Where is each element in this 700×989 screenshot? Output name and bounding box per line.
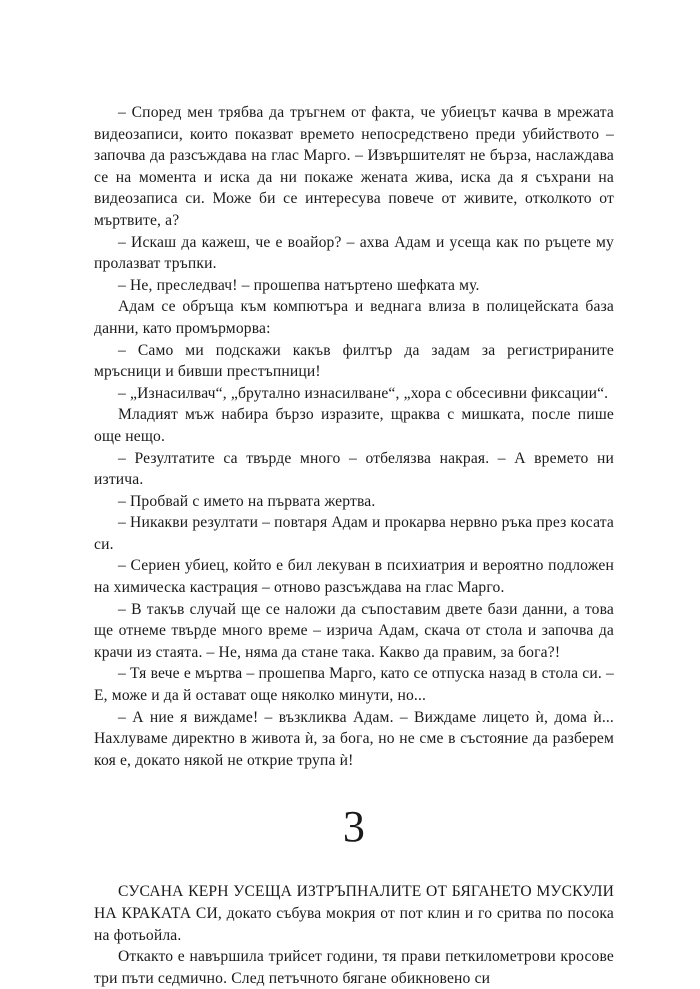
paragraph: – Никакви резултати – повтаря Адам и прокарва нервно ръка през косата си. bbox=[94, 514, 614, 553]
paragraph: – Резултатите са твърде много – отбелязва накрая. – А времето ни изтича. bbox=[94, 449, 614, 489]
chapter-number: 3 bbox=[342, 802, 366, 852]
paragraph: – В такъв случай ще се наложи да съпоставим двете бази данни, а това ще отнеме твърде много време – изрича Адам, скача от стола и започва да крачи из стаята. – Не, няма да стане така. Какво да правим, за бога?! bbox=[94, 600, 614, 661]
paragraph: Адам се обръща към компютъра и веднага влиза в полицейската база данни, като промърморва: bbox=[94, 298, 614, 337]
paragraph: – Според мен трябва да тръгнем от факта, че убиецът качва в мрежата видеозаписи, които показват времето непосредствено преди убийството – започва да разсъждава на глас Марго. – Извършителят не бърза, наслаждава се на момента и иска да ни покаже жената жива, иска да я съхрани на видеозаписа си. Може би се интересува повече от живите, отколкото от мъртвите, а? bbox=[94, 104, 614, 229]
page-text bbox=[94, 102, 614, 989]
paragraph: – Тя вече е мъртва – прошепва Марго, като се отпуска назад в стола си. – Е, може и да й остават още няколко минути, но... bbox=[94, 665, 614, 705]
paragraph: СУСАНА КЕРН УСЕЩА ИЗТРЪПНАЛИТЕ ОТ БЯГАНЕТО МУСКУЛИ НА КРАКАТА СИ, докато събува мокрия от пот клин и го сритва по посока на фотьойла. bbox=[94, 883, 614, 944]
paragraph: – Сериен убиец, който е бил лекуван в психиатрия и вероятно подложен на химическа кастрация – отново разсъждава на глас Марго. bbox=[94, 557, 614, 597]
paragraph: Откакто е навършила трийсет години, тя прави петкилометрови кросове три пъти седмично. След петъчното бягане обикновено си bbox=[94, 948, 614, 987]
paragraph: – А ние я виждаме! – възкликва Адам. – Виждаме лицето ѝ, дома ѝ... Нахлуваме директно в живота ѝ, за бога, но не сме в състояние да разберем коя е, докато някой не открие трупа ѝ! bbox=[94, 708, 614, 769]
paragraph: – Не, преследвач! – прошепва натъртено шефката му. bbox=[118, 276, 480, 294]
paragraph: – Пробвай с името на първата жертва. bbox=[118, 492, 376, 510]
paragraph: – „Изнасилвач“, „брутално изнасилване“, „хора с обсесивни фиксации“. bbox=[118, 384, 609, 402]
paragraph: – Искаш да кажеш, че е воайор? – ахва Адам и усеща как по ръцете му пролазват тръпки. bbox=[94, 233, 614, 273]
paragraph: Младият мъж набира бързо изразите, щраква с мишката, после пише още нещо. bbox=[94, 406, 614, 445]
paragraph: – Само ми подскажи какъв филтър да задам за регистрираните мръсници и бивши престъпници! bbox=[94, 341, 614, 381]
